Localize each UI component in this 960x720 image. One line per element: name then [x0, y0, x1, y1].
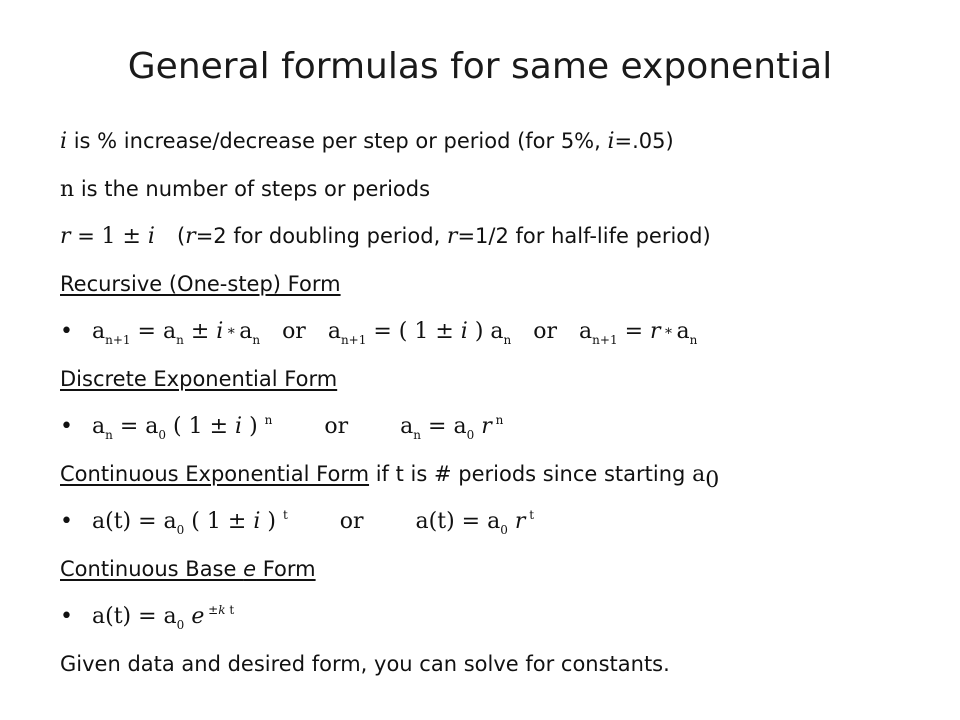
- slide-body: [60, 118, 940, 688]
- r-symbol-2: r: [185, 224, 196, 249]
- i-definition-line: [60, 118, 940, 166]
- n-symbol: n: [60, 176, 75, 202]
- bullet-glyph: •: [60, 319, 73, 344]
- r-definition-text-1: =2 for doubling period,: [195, 224, 447, 248]
- bullet-glyph: •: [60, 509, 73, 534]
- continuous-heading: Continuous Exponential Form: [60, 461, 370, 486]
- recursive-equation-bullet: [60, 308, 940, 356]
- discrete-heading: Discrete Exponential Form: [60, 366, 338, 391]
- discrete-heading-line: [60, 356, 940, 404]
- r-definition-line: [60, 213, 940, 261]
- i-definition-tail: =.05): [614, 129, 674, 153]
- continuous-heading-tail: if t is # periods since starting: [369, 461, 693, 486]
- base-e-equation: $a(t) = a_0$ e $^{\pm k t}$: [92, 603, 235, 632]
- r-i-symbol: i: [147, 224, 155, 249]
- continuous-equation: $a(t) = a_0$ ( 1 ± i ) $^t$ or $a(t) = a_0$ r $^t$: [92, 508, 535, 537]
- i-definition-text: is % increase/decrease per step or period (for 5%,: [67, 129, 608, 153]
- continuous-heading-subscript: 0: [705, 467, 720, 493]
- r-one-plus-minus: 1 ±: [101, 224, 148, 249]
- bullet-glyph: •: [60, 414, 73, 439]
- discrete-equation: $a_n = a_0$ ( 1 ± i ) $^n$ or $a_n = a_0$ r $^n$: [92, 413, 504, 442]
- r-symbol-3: r: [446, 224, 458, 249]
- slide-title: General formulas for same exponential: [127, 46, 833, 87]
- base-e-heading: Continuous Base e Form: [60, 556, 316, 581]
- r-paren-open: (: [176, 224, 186, 248]
- continuous-heading-symbol: a: [692, 461, 706, 487]
- continuous-equation-bullet: [60, 498, 940, 546]
- i-symbol: i: [60, 129, 68, 154]
- n-definition-line: [60, 166, 940, 214]
- r-definition-text-2: =1/2 for half-life period): [457, 224, 711, 248]
- discrete-equation-bullet: [60, 403, 940, 451]
- continuous-heading-line: [60, 451, 940, 499]
- recursive-heading-line: [60, 261, 940, 309]
- base-e-equation-bullet: [60, 593, 940, 641]
- r-equals: =: [70, 224, 102, 248]
- base-e-heading-line: [60, 546, 940, 594]
- recursive-equation: $a_{n+1} = a_n \pm i * a_n$ or $a_{n+1}$ = ( 1 ± i ) $a_n$ or $a_{n+1} = r * a_n$: [92, 319, 698, 347]
- bullet-glyph: •: [60, 604, 73, 629]
- n-definition-text: is the number of steps or periods: [74, 176, 431, 201]
- recursive-heading: Recursive (One-step) Form: [60, 271, 341, 296]
- closing-line: [60, 641, 940, 689]
- r-symbol: r: [60, 224, 71, 249]
- closing-text: Given data and desired form, you can solve for constants.: [60, 651, 670, 676]
- i-symbol-inline: i: [607, 129, 615, 154]
